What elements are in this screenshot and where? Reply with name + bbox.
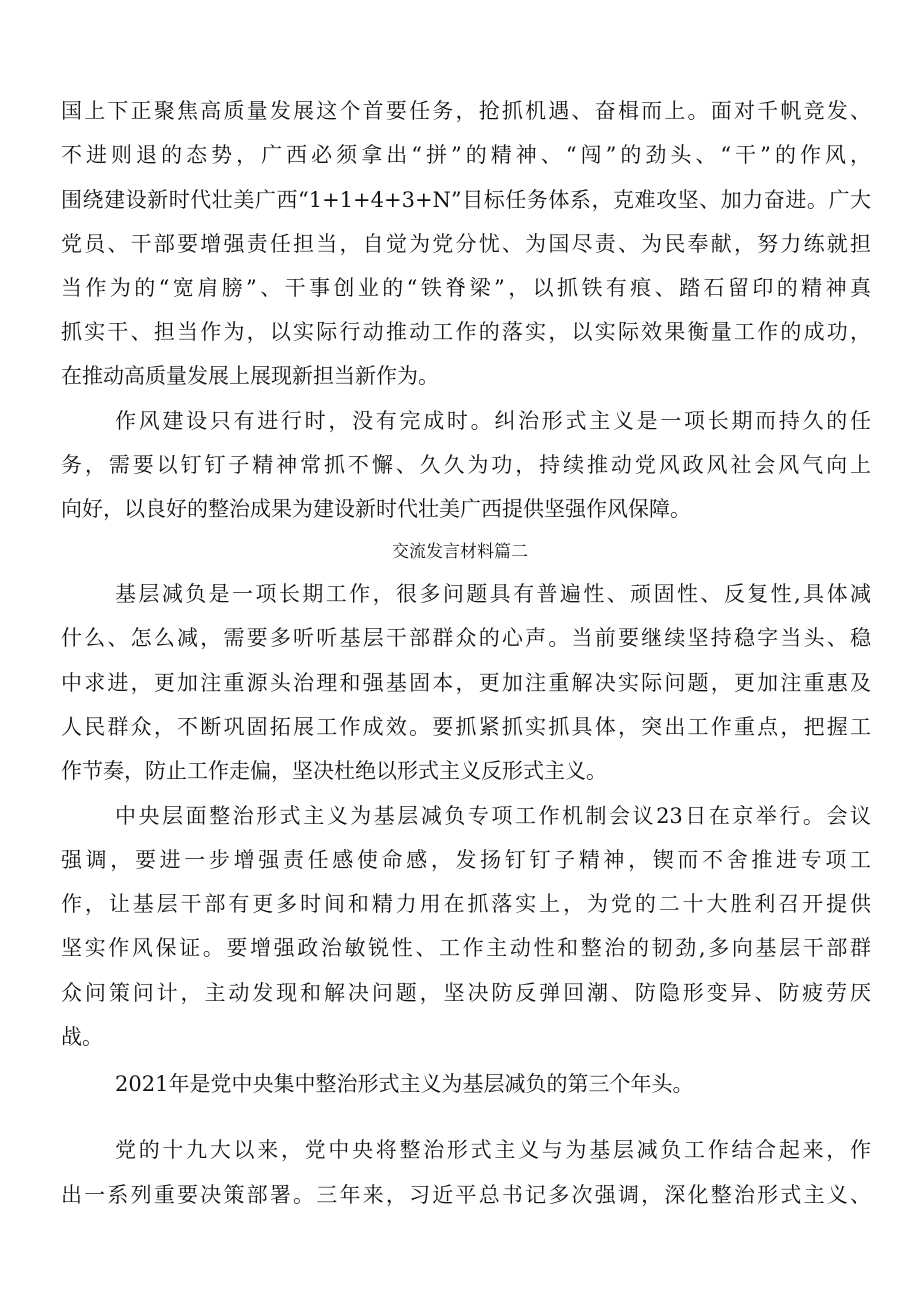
section-heading: 交流发言材料篇二 (392, 542, 528, 562)
paragraph-line: 坚实作风保证。要增强政治敏锐性、工作主动性和整治的韧劲,多向基层干部群 (61, 936, 871, 960)
paragraph-line: 务，需要以钉钉子精神常抓不懈、久久为功，持续推动党风政风社会风气向上 (61, 453, 871, 477)
paragraph-line: 围绕建设新时代壮美广西“1+1+4+3+N”目标任务体系，克难攻坚、加力奋进。广大 (61, 188, 871, 212)
paragraph-line: 国上下正聚焦高质量发展这个首要任务，抢抓机遇、奋楫而上。面对千帆竞发、 (61, 99, 871, 123)
paragraph-line: 什么、怎么减，需要多听听基层干部群众的心声。当前要继续坚持稳字当头、稳 (61, 626, 871, 650)
paragraph-line: 作风建设只有进行时，没有完成时。纠治形式主义是一项长期而持久的任 (115, 409, 871, 433)
paragraph-line: 作节奏，防止工作走偏，坚决杜绝以形式主义反形式主义。 (61, 759, 607, 783)
paragraph-line: 在推动高质量发展上展现新担当新作为。 (61, 364, 439, 388)
paragraph-line: 当作为的“宽肩膀”、干事创业的“铁脊梁”，以抓铁有痕、踏石留印的精神真 (61, 276, 871, 300)
paragraph-line: 2021年是党中央集中整治形式主义为基层减负的第三个年头。 (115, 1072, 694, 1096)
paragraph-line: 向好，以良好的整治成果为建设新时代壮美广西提供坚强作风保障。 (61, 497, 691, 521)
paragraph-line: 中央层面整治形式主义为基层减负专项工作机制会议23日在京举行。会议 (115, 804, 871, 828)
paragraph-line: 强调，要进一步增强责任感使命感，发扬钉钉子精神，锲而不舍推进专项工 (61, 848, 871, 872)
paragraph-line: 战。 (61, 1025, 103, 1049)
paragraph-line: 不进则退的态势，广西必须拿出“拼”的精神、“闯”的劲头、“干”的作风， (61, 143, 871, 167)
paragraph-line: 作，让基层干部有更多时间和精力用在抓落实上，为党的二十大胜利召开提供 (61, 892, 871, 916)
paragraph-line: 出一系列重要决策部署。三年来，习近平总书记多次强调，深化整治形式主义、 (61, 1183, 871, 1207)
paragraph-line: 党员、干部要增强责任担当，自觉为党分忧、为国尽责、为民奉献，努力练就担 (61, 232, 871, 256)
paragraph-line: 众问策问计，主动发现和解决问题，坚决防反弹回潮、防隐形变异、防疲劳厌 (61, 981, 871, 1005)
paragraph-line: 党的十九大以来，党中央将整治形式主义与为基层减负工作结合起来，作 (115, 1138, 871, 1162)
paragraph-line: 基层减负是一项长期工作，很多问题具有普遍性、顽固性、反复性,具体减 (115, 582, 871, 606)
paragraph-line: 中求进，更加注重源头治理和强基固本，更加注重解决实际问题，更加注重惠及 (61, 671, 871, 695)
paragraph-line: 人民群众，不断巩固拓展工作成效。要抓紧抓实抓具体，突出工作重点，把握工 (61, 715, 871, 739)
paragraph-line: 抓实干、担当作为，以实际行动推动工作的落实，以实际效果衡量工作的成功， (61, 320, 871, 344)
